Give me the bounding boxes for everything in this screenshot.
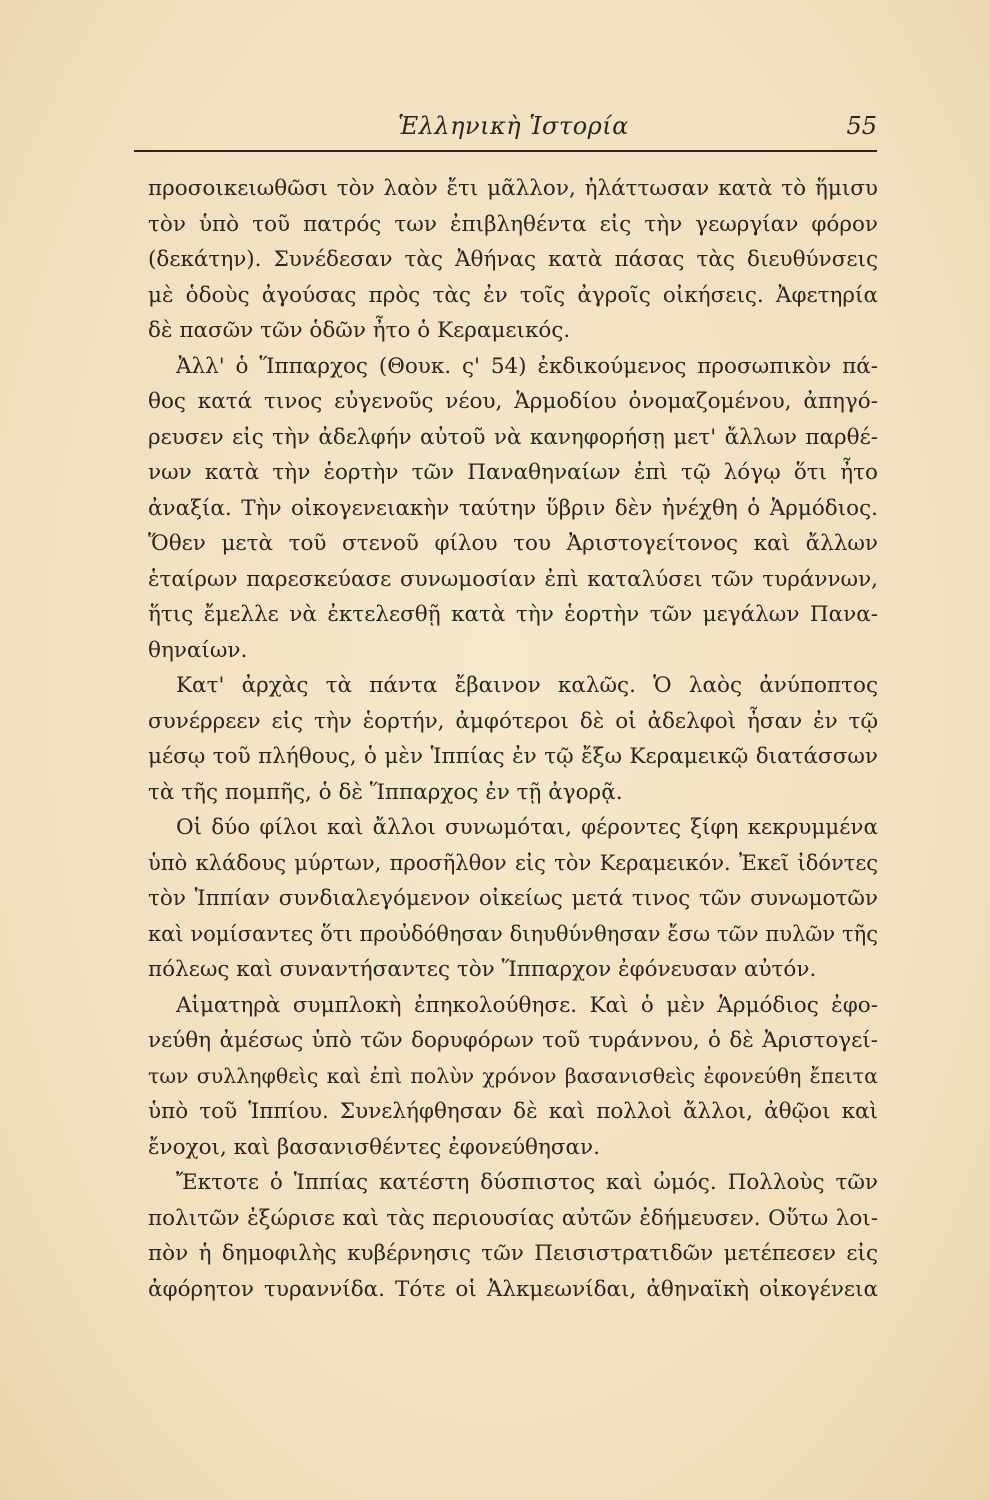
text-line: Οἱ δύο φίλοι καὶ ἄλλοι συνωμόται, φέροντες ξίφη κεκρυμμένα (176, 815, 878, 840)
text-line: τὸν Ἱππίαν συνδιαλεγόμενον οἰκείως μετά τινος τῶν συνωμοτῶν (148, 886, 878, 911)
header-rule (134, 150, 877, 152)
text-line: καὶ νομίσαντες ὅτι προὐδόθησαν διηυθύνθησαν ἔσω τῶν πυλῶν τῆς (148, 921, 878, 946)
text-line: ἥτις ἔμελλε νὰ ἐκτελεσθῇ κατὰ τὴν ἑορτὴν τῶν μεγάλων Πανα- (148, 602, 878, 627)
text-line: πὸν ἡ δημοφιλὴς κυβέρνησις τῶν Πεισιστρατιδῶν μετέπεσεν εἰς (148, 1241, 878, 1266)
text-line: δὲ πασῶν τῶν ὁδῶν ἦτο ὁ Κεραμεικός. (148, 318, 571, 343)
text-line: τὰ τῆς πομπῆς, ὁ δὲ Ἵππαρχος ἐν τῇ ἀγορᾷ. (148, 779, 623, 805)
text-line: ἑταίρων παρεσκεύασε συνωμοσίαν ἐπὶ καταλύσει τῶν τυράννων, (148, 566, 878, 592)
body-text (148, 171, 878, 1307)
text-line: θος κατά τινος εὐγενοῦς νέου, Ἁρμοδίου ὀνομαζομένου, ἀπηγό- (148, 389, 878, 414)
text-line: μὲ ὁδοὺς ἀγούσας πρὸς τὰς ἐν τοῖς ἀγροῖς οἰκήσεις. Ἀφετηρία (148, 282, 878, 308)
page-header (150, 108, 877, 148)
text-line: ὑπὸ τοῦ Ἱππίου. Συνελήφθησαν δὲ καὶ πολλοὶ ἄλλοι, ἀθῷοι καὶ (148, 1099, 878, 1124)
running-title: Ἑλληνικὴ Ἱστορία (398, 112, 629, 140)
text-line: προσοικειωθῶσι τὸν λαὸν ἔτι μᾶλλον, ἠλάττωσαν κατὰ τὸ ἥμισυ (148, 176, 878, 201)
text-line: Ὅθεν μετὰ τοῦ στενοῦ φίλου του Ἀριστογείτονος καὶ ἄλλων (148, 531, 878, 556)
text-line: Αἱματηρὰ συμπλοκὴ ἐπηκολούθησε. Καὶ ὁ μὲν Ἁρμόδιος ἐφο- (176, 992, 878, 1018)
text-line: νων κατὰ τὴν ἑορτὴν τῶν Παναθηναίων ἐπὶ τῷ λόγῳ ὅτι ἦτο (148, 460, 878, 485)
text-line: ἀναξία. Τὴν οἰκογενειακὴν ταύτην ὕβριν δὲν ἠνέχθη ὁ Ἁρμόδιος. (148, 495, 878, 521)
text-line: συνέρρεεν εἰς τὴν ἑορτήν, ἀμφότεροι δὲ οἱ ἀδελφοὶ ἦσαν ἐν τῷ (148, 708, 878, 734)
text-line: Κατ' ἀρχὰς τὰ πάντα ἔβαινον καλῶς. Ὁ λαὸς ἀνύποπτος (176, 673, 878, 698)
page-number: 55 (846, 112, 877, 140)
text-line: Ἀλλ' ὁ Ἵππαρχος (Θουκ. ς' 54) ἐκδικούμενος προσωπικὸν πά- (176, 353, 878, 379)
text-line: των συλληφθεὶς καὶ ἐπὶ πολὺν χρόνον βασανισθεὶς ἐφονεύθη ἔπειτα (148, 1063, 878, 1088)
text-line: τὸν ὑπὸ τοῦ πατρός των ἐπιβληθέντα εἰς τὴν γεωργίαν φόρον (148, 211, 878, 237)
text-line: ἀφόρητον τυραννίδα. Τότε οἱ Ἀλκμεωνίδαι, ἀθηναϊκὴ οἰκογένεια (148, 1276, 878, 1302)
text-line: ἔνοχοι, καὶ βασανισθέντες ἐφονεύθησαν. (148, 1134, 600, 1160)
text-line: νεύθη ἀμέσως ὑπὸ τῶν δορυφόρων τοῦ τυράννου, ὁ δὲ Ἀριστογεί- (148, 1028, 878, 1053)
text-line: θηναίων. (148, 637, 248, 663)
text-line: πόλεως καὶ συναντήσαντες τὸν Ἵππαρχον ἐφόνευσαν αὐτόν. (148, 957, 817, 982)
text-line: ὑπὸ κλάδους μύρτων, προσῆλθον εἰς τὸν Κεραμεικόν. Ἐκεῖ ἰδόντες (148, 850, 878, 875)
text-line: ρευσεν εἰς τὴν ἀδελφήν αὐτοῦ νὰ κανηφορήσῃ μετ' ἄλλων παρθέ- (148, 424, 878, 450)
text-line: μέσῳ τοῦ πλήθους, ὁ μὲν Ἱππίας ἐν τῷ ἔξω Κεραμεικῷ διατάσσων (148, 744, 878, 769)
text-line: πολιτῶν ἐξώρισε καὶ τὰς περιουσίας αὐτῶν ἐδήμευσεν. Οὕτω λοι- (148, 1205, 878, 1231)
text-line: (δεκάτην). Συνέδεσαν τὰς Ἀθήνας κατὰ πάσας τὰς διευθύνσεις (148, 247, 878, 272)
text-line: Ἔκτοτε ὁ Ἱππίας κατέστη δύσπιστος καὶ ὠμός. Πολλοὺς τῶν (176, 1170, 878, 1195)
